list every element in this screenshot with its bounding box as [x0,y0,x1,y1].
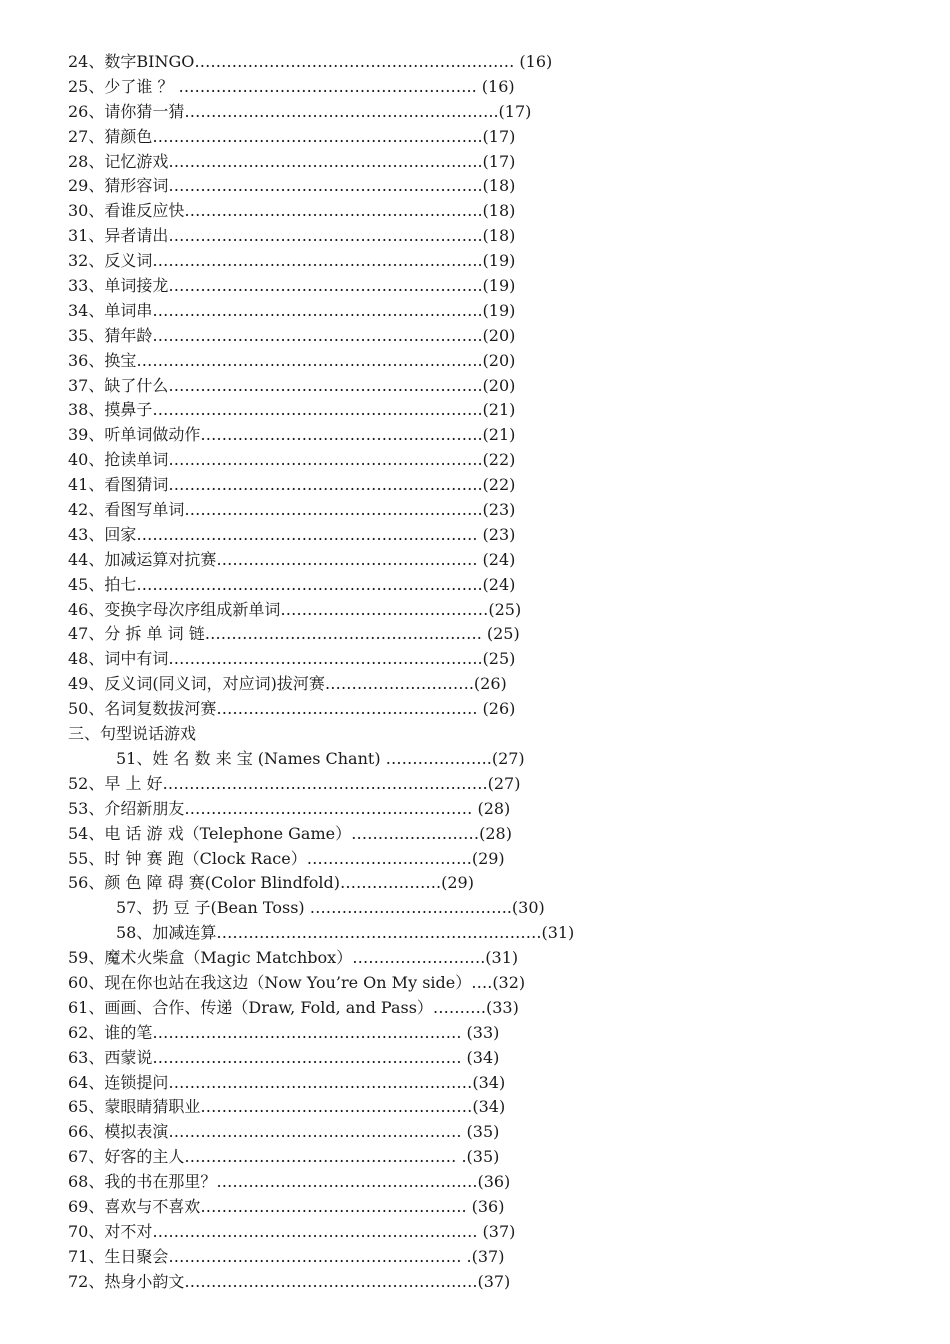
toc-entry: 45、拍七………………………………………………………..(24) [68,574,516,594]
toc-entry: 58、加减连算…………………………………………………….(31) [116,923,575,943]
toc-entry: 68、我的书在那里？………………………………………….(36) [68,1172,511,1192]
toc-entry: 41、看图猜词…………………………………………………..(22) [68,475,516,495]
toc-entry: 37、缺了什么…………………………………………………..(20) [68,375,516,395]
toc-entry: 36、换宝………………………………………………………..(20) [68,350,516,370]
toc-entry: 61、画画、合作、传递（Draw, Fold, and Pass）……….(33) [68,997,519,1017]
toc-entry: 39、听单词做动作……………………………………………..(21) [68,425,516,445]
toc-entry: 53、介绍新朋友……………………………………………… (28) [68,798,511,818]
toc-entry: 35、猜年龄……………………………………………………..(20) [68,325,516,345]
toc-entry: 32、反义词……………………………………………………..(19) [68,251,516,271]
toc-entry: 50、名词复数拔河赛…………………………………………. (26) [68,699,516,719]
toc-entry: 27、猜颜色……………………………………………………..(17) [68,126,516,146]
toc-entry: 70、对不对……………………………………………………. (37) [68,1221,516,1241]
toc-entry: 69、喜欢与不喜欢………………………………………….. (36) [68,1196,505,1216]
toc-entry: 72、热身小韵文……………………………………………….(37) [68,1271,511,1291]
toc-entry: 62、谁的笔…………………………………………………. (33) [68,1022,500,1042]
toc-entry: 三、句型说话游戏 [68,724,197,744]
toc-entry: 64、连锁提问…………………………………………………(34) [68,1072,506,1092]
toc-entry: 33、单词接龙…………………………………………………..(19) [68,276,516,296]
toc-entry: 34、单词串……………………………………………………..(19) [68,300,516,320]
toc-entry: 31、异者请出…………………………………………………..(18) [68,226,516,246]
toc-entry: 44、加减运算对抗赛…………………………………………. (24) [68,549,516,569]
toc-entry: 60、现在你也站在我这边（Now You’re On My side）….(32) [68,972,526,992]
toc-entry: 47、分 拆 单 词 链……………………………………………. (25) [68,624,520,644]
toc-entry: 26、请你猜一猜…………………………………………………..(17) [68,101,532,121]
toc-entry: 66、模拟表演………………………………………………. (35) [68,1122,500,1142]
toc-entry: 59、魔术火柴盒（Magic Matchbox）…………………….(31) [68,948,519,968]
toc-entry: 51、姓 名 数 来 宝 (Names Chant) ………………..(27) [116,748,525,768]
toc-entry: 54、电 话 游 戏（Telephone Game）……………………(28) [68,823,512,843]
toc-entry: 55、时 钟 赛 跑（Clock Race）………………………….(29) [68,848,505,868]
toc-entry: 40、抢读单词…………………………………………………..(22) [68,450,516,470]
toc-entry: 67、好客的主人…………………………………………… .(35) [68,1147,500,1167]
toc-entry: 63、西蒙说…………………………………………………. (34) [68,1047,500,1067]
toc-entry: 56、颜 色 障 碍 赛(Color Blindfold)……………….(29) [68,873,474,893]
toc-entry: 65、蒙眼睛猜职业……………………………………………(34) [68,1097,506,1117]
toc-entry: 24、数字BINGO…………………………………………………… (16) [68,52,553,71]
toc-entry: 38、摸鼻子……………………………………………………..(21) [68,400,516,420]
toc-entry: 71、生日聚会………………………………………………. .(37) [68,1246,505,1266]
toc-entry: 25、少了谁 ？ ……………………………………………….. (16) [68,76,515,96]
toc-entry: 30、看谁反应快………………………………………………..(18) [68,201,516,221]
toc-entry: 52、早 上 好…………………………………………………….(27) [68,773,521,793]
toc-entry: 57、扔 豆 子(Bean Toss) ………………………………..(30) [116,898,545,918]
toc-entry: 29、猜形容词…………………………………………………..(18) [68,176,516,196]
toc-entry: 46、变换字母次序组成新单词…………………………………(25) [68,599,522,619]
toc-entry: 48、词中有词…………………………………………………..(25) [68,649,516,669]
toc-entry: 28、记忆游戏…………………………………………………..(17) [68,151,516,171]
toc-entry: 49、反义词(同义词，对应词)拔河赛……………………….(26) [68,674,507,694]
toc-entry: 42、看图写单词………………………………………………..(23) [68,500,516,520]
table-of-contents [68,50,928,1295]
toc-entry: 43、回家………………………………………………………. (23) [68,524,516,544]
